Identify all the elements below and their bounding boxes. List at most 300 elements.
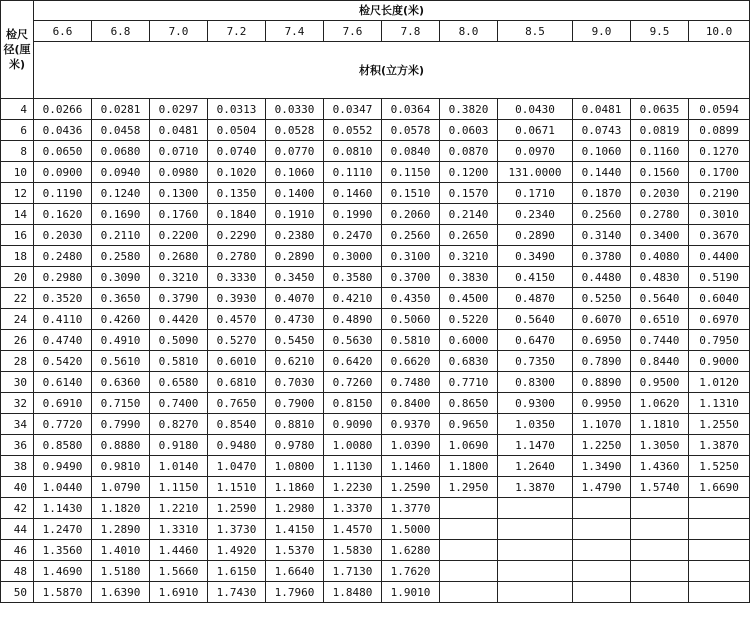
volume-cell: 0.1060	[266, 162, 324, 183]
volume-cell: 0.8400	[382, 393, 440, 414]
volume-cell: 0.6910	[34, 393, 92, 414]
volume-cell: 0.0504	[208, 120, 266, 141]
volume-cell: 0.2650	[440, 225, 498, 246]
volume-cell: 0.2190	[689, 183, 750, 204]
volume-cell: 0.0578	[382, 120, 440, 141]
volume-cell: 1.6280	[382, 540, 440, 561]
volume-cell: 0.4260	[92, 309, 150, 330]
table-row	[1, 372, 750, 393]
diameter-cell: 30	[1, 372, 34, 393]
diameter-cell: 14	[1, 204, 34, 225]
volume-cell: 0.5090	[150, 330, 208, 351]
volume-cell	[498, 561, 573, 582]
diameter-cell: 40	[1, 477, 34, 498]
volume-cell: 1.9010	[382, 582, 440, 603]
volume-cell: 0.0710	[150, 141, 208, 162]
volume-cell: 0.3210	[150, 267, 208, 288]
table-row	[1, 414, 750, 435]
volume-cell: 0.7260	[324, 372, 382, 393]
volume-cell: 0.4740	[34, 330, 92, 351]
volume-cell: 0.1700	[689, 162, 750, 183]
volume-cell: 0.3580	[324, 267, 382, 288]
table-row	[1, 204, 750, 225]
volume-cell: 0.1570	[440, 183, 498, 204]
volume-cell: 0.2680	[150, 246, 208, 267]
diameter-cell: 10	[1, 162, 34, 183]
volume-cell: 0.8540	[208, 414, 266, 435]
length-cell: 8.5	[498, 21, 573, 42]
volume-cell: 0.0603	[440, 120, 498, 141]
length-cell: 8.0	[440, 21, 498, 42]
length-cell: 6.8	[92, 21, 150, 42]
volume-cell: 0.5060	[382, 309, 440, 330]
volume-cell: 0.4150	[498, 267, 573, 288]
volume-cell: 1.6150	[208, 561, 266, 582]
volume-cell: 0.0899	[689, 120, 750, 141]
table-row	[1, 351, 750, 372]
table-row	[1, 330, 750, 351]
volume-cell: 0.6970	[689, 309, 750, 330]
length-cell: 10.0	[689, 21, 750, 42]
volume-cell: 0.8880	[92, 435, 150, 456]
volume-cell: 0.0980	[150, 162, 208, 183]
volume-cell: 0.1560	[631, 162, 689, 183]
volume-cell: 0.0635	[631, 99, 689, 120]
diameter-cell: 50	[1, 582, 34, 603]
volume-cell	[440, 540, 498, 561]
volume-cell: 0.6510	[631, 309, 689, 330]
volume-cell: 0.2560	[573, 204, 631, 225]
volume-cell: 0.0266	[34, 99, 92, 120]
volume-cell: 0.4070	[266, 288, 324, 309]
volume-cell: 0.1190	[34, 183, 92, 204]
volume-cell: 1.1310	[689, 393, 750, 414]
volume-cell: 1.4790	[573, 477, 631, 498]
volume-cell: 0.8810	[266, 414, 324, 435]
volume-cell: 0.8890	[573, 372, 631, 393]
volume-cell: 1.3490	[573, 456, 631, 477]
volume-cell: 1.0140	[150, 456, 208, 477]
volume-cell: 0.9000	[689, 351, 750, 372]
diameter-cell: 36	[1, 435, 34, 456]
volume-cell: 0.5270	[208, 330, 266, 351]
volume-cell: 0.7350	[498, 351, 573, 372]
volume-cell	[631, 498, 689, 519]
volume-cell: 0.3400	[631, 225, 689, 246]
volume-cell: 1.7430	[208, 582, 266, 603]
volume-cell: 1.5830	[324, 540, 382, 561]
volume-cell	[631, 540, 689, 561]
volume-cell: 0.1620	[34, 204, 92, 225]
table-row	[1, 498, 750, 519]
volume-cell: 0.9490	[34, 456, 92, 477]
length-cell: 7.2	[208, 21, 266, 42]
volume-cell: 0.4080	[631, 246, 689, 267]
volume-cell: 0.4730	[266, 309, 324, 330]
length-cell: 6.6	[34, 21, 92, 42]
volume-cell: 0.4870	[498, 288, 573, 309]
volume-cell: 1.8480	[324, 582, 382, 603]
diameter-cell: 4	[1, 99, 34, 120]
volume-cell: 0.0810	[324, 141, 382, 162]
volume-cell: 0.3650	[92, 288, 150, 309]
diameter-header: 检尺径(厘米)	[1, 1, 34, 99]
volume-cell: 0.8270	[150, 414, 208, 435]
volume-cell: 1.3560	[34, 540, 92, 561]
volume-cell: 0.1990	[324, 204, 382, 225]
volume-cell: 0.9810	[92, 456, 150, 477]
volume-cell: 0.6000	[440, 330, 498, 351]
volume-cell: 0.1510	[382, 183, 440, 204]
volume-cell: 1.1810	[631, 414, 689, 435]
volume-cell: 0.0297	[150, 99, 208, 120]
volume-cell: 0.1270	[689, 141, 750, 162]
volume-cell: 1.2640	[498, 456, 573, 477]
diameter-cell: 44	[1, 519, 34, 540]
volume-cell: 1.0620	[631, 393, 689, 414]
volume-cell: 0.0458	[92, 120, 150, 141]
volume-cell: 0.1760	[150, 204, 208, 225]
volume-cell: 0.4400	[689, 246, 750, 267]
table-row	[1, 582, 750, 603]
volume-cell: 0.1160	[631, 141, 689, 162]
length-cell: 7.4	[266, 21, 324, 42]
volume-cell: 0.0528	[266, 120, 324, 141]
volume-cell: 0.0650	[34, 141, 92, 162]
table-row	[1, 540, 750, 561]
volume-cell: 0.2480	[34, 246, 92, 267]
volume-cell: 0.3700	[382, 267, 440, 288]
volume-cell: 1.2210	[150, 498, 208, 519]
volume-cell: 1.0440	[34, 477, 92, 498]
volume-cell: 1.4920	[208, 540, 266, 561]
volume-cell: 0.6950	[573, 330, 631, 351]
volume-cell: 0.6360	[92, 372, 150, 393]
volume-cell: 0.6420	[324, 351, 382, 372]
volume-cell: 0.0819	[631, 120, 689, 141]
volume-cell: 1.6640	[266, 561, 324, 582]
diameter-cell: 6	[1, 120, 34, 141]
volume-cell: 0.3790	[150, 288, 208, 309]
volume-cell: 0.4350	[382, 288, 440, 309]
volume-cell: 1.2590	[208, 498, 266, 519]
volume-cell: 1.1430	[34, 498, 92, 519]
volume-cell: 0.8150	[324, 393, 382, 414]
volume-cell: 1.5000	[382, 519, 440, 540]
volume-cell: 1.2470	[34, 519, 92, 540]
volume-cell: 0.4420	[150, 309, 208, 330]
volume-cell	[498, 519, 573, 540]
volume-cell: 0.3100	[382, 246, 440, 267]
volume-cell: 0.6470	[498, 330, 573, 351]
volume-cell: 1.3870	[689, 435, 750, 456]
length-cell: 7.0	[150, 21, 208, 42]
volume-cell: 0.0481	[150, 120, 208, 141]
volume-cell: 0.4500	[440, 288, 498, 309]
table-row	[1, 99, 750, 120]
volume-cell: 1.2890	[92, 519, 150, 540]
volume-cell: 0.0870	[440, 141, 498, 162]
volume-cell: 0.4480	[573, 267, 631, 288]
volume-cell: 0.1400	[266, 183, 324, 204]
diameter-cell: 18	[1, 246, 34, 267]
volume-cell: 0.3140	[573, 225, 631, 246]
volume-cell: 0.0330	[266, 99, 324, 120]
volume-cell: 0.7950	[689, 330, 750, 351]
volume-cell: 0.3330	[208, 267, 266, 288]
volume-cell: 0.5810	[150, 351, 208, 372]
volume-cell: 0.4830	[631, 267, 689, 288]
volume-cell: 0.7400	[150, 393, 208, 414]
volume-cell: 0.5420	[34, 351, 92, 372]
volume-cell: 0.2780	[631, 204, 689, 225]
volume-cell: 0.9180	[150, 435, 208, 456]
volume-cell: 0.1710	[498, 183, 573, 204]
diameter-cell: 24	[1, 309, 34, 330]
volume-cell: 0.0900	[34, 162, 92, 183]
length-cell: 7.8	[382, 21, 440, 42]
volume-cell: 0.1020	[208, 162, 266, 183]
length-row	[1, 21, 750, 42]
table-row	[1, 393, 750, 414]
diameter-cell: 26	[1, 330, 34, 351]
volume-cell	[631, 519, 689, 540]
diameter-cell: 42	[1, 498, 34, 519]
volume-cell: 0.2140	[440, 204, 498, 225]
volume-cell: 1.2980	[266, 498, 324, 519]
volume-cell: 1.1510	[208, 477, 266, 498]
volume-cell	[631, 561, 689, 582]
volume-cell: 0.9300	[498, 393, 573, 414]
length-cell: 9.5	[631, 21, 689, 42]
volume-cell: 0.3520	[34, 288, 92, 309]
volume-cell: 0.2030	[34, 225, 92, 246]
volume-cell: 1.4690	[34, 561, 92, 582]
volume-cell: 1.6690	[689, 477, 750, 498]
volume-cell: 0.0970	[498, 141, 573, 162]
volume-cell: 0.1910	[266, 204, 324, 225]
volume-cell: 0.9480	[208, 435, 266, 456]
volume-cell: 0.7890	[573, 351, 631, 372]
diameter-cell: 34	[1, 414, 34, 435]
diameter-cell: 12	[1, 183, 34, 204]
volume-cell: 1.7960	[266, 582, 324, 603]
volume-cell: 1.5740	[631, 477, 689, 498]
volume-cell: 0.5220	[440, 309, 498, 330]
volume-cell: 0.7710	[440, 372, 498, 393]
volume-cell: 0.6580	[150, 372, 208, 393]
volume-cell: 0.6830	[440, 351, 498, 372]
volume-cell: 0.0770	[266, 141, 324, 162]
volume-cell: 0.0594	[689, 99, 750, 120]
volume-cell: 0.3670	[689, 225, 750, 246]
volume-cell	[689, 498, 750, 519]
volume-cell: 0.3820	[440, 99, 498, 120]
volume-cell	[440, 582, 498, 603]
volume-cell	[689, 540, 750, 561]
volume-cell: 0.5610	[92, 351, 150, 372]
volume-cell: 0.2380	[266, 225, 324, 246]
volume-cell: 0.3090	[92, 267, 150, 288]
volume-cell: 0.4910	[92, 330, 150, 351]
volume-cell: 0.7440	[631, 330, 689, 351]
volume-cell	[631, 582, 689, 603]
diameter-cell: 20	[1, 267, 34, 288]
volume-cell: 0.2340	[498, 204, 573, 225]
volume-cell: 0.3000	[324, 246, 382, 267]
length-cell: 9.0	[573, 21, 631, 42]
volume-cell: 1.3870	[498, 477, 573, 498]
volume-cell: 0.8650	[440, 393, 498, 414]
volume-cell: 0.2560	[382, 225, 440, 246]
volume-cell: 1.5370	[266, 540, 324, 561]
volume-cell: 1.3770	[382, 498, 440, 519]
volume-cell: 0.4210	[324, 288, 382, 309]
volume-cell: 1.1820	[92, 498, 150, 519]
volume-cell: 0.4110	[34, 309, 92, 330]
volume-cell: 0.7650	[208, 393, 266, 414]
volume-cell	[573, 540, 631, 561]
volume-cell: 0.1460	[324, 183, 382, 204]
diameter-cell: 46	[1, 540, 34, 561]
volume-cell: 1.1130	[324, 456, 382, 477]
volume-cell: 0.7720	[34, 414, 92, 435]
volume-cell: 0.2780	[208, 246, 266, 267]
volume-cell: 0.2580	[92, 246, 150, 267]
volume-cell: 0.1200	[440, 162, 498, 183]
volume-cell: 1.3730	[208, 519, 266, 540]
volume-cell	[440, 498, 498, 519]
table-row	[1, 141, 750, 162]
volume-cell: 1.0120	[689, 372, 750, 393]
volume-cell: 0.2200	[150, 225, 208, 246]
volume-cell: 1.7620	[382, 561, 440, 582]
volume-cell: 1.1460	[382, 456, 440, 477]
volume-cell: 1.2950	[440, 477, 498, 498]
volume-cell: 1.5250	[689, 456, 750, 477]
volume-cell: 0.0940	[92, 162, 150, 183]
table-row	[1, 456, 750, 477]
volume-cell: 0.8300	[498, 372, 573, 393]
volume-cell: 1.3050	[631, 435, 689, 456]
table-row	[1, 309, 750, 330]
volume-cell: 0.9090	[324, 414, 382, 435]
table-row	[1, 435, 750, 456]
volume-cell: 0.0481	[573, 99, 631, 120]
volume-cell: 0.1060	[573, 141, 631, 162]
volume-cell: 0.6810	[208, 372, 266, 393]
volume-cell: 0.3780	[573, 246, 631, 267]
volume-cell: 1.0350	[498, 414, 573, 435]
volume-cell: 0.0740	[208, 141, 266, 162]
volume-cell: 0.5450	[266, 330, 324, 351]
volume-cell	[440, 519, 498, 540]
diameter-cell: 28	[1, 351, 34, 372]
volume-cell	[573, 498, 631, 519]
volume-cell: 0.7150	[92, 393, 150, 414]
volume-cell	[498, 540, 573, 561]
volume-cell: 1.0790	[92, 477, 150, 498]
volume-cell: 1.4150	[266, 519, 324, 540]
volume-cell: 0.3210	[440, 246, 498, 267]
volume-cell: 0.2980	[34, 267, 92, 288]
table-row	[1, 519, 750, 540]
table-row	[1, 162, 750, 183]
volume-cell: 0.1690	[92, 204, 150, 225]
diameter-cell: 22	[1, 288, 34, 309]
volume-cell	[573, 582, 631, 603]
volume-cell: 0.2470	[324, 225, 382, 246]
volume-cell: 1.4010	[92, 540, 150, 561]
table-row	[1, 246, 750, 267]
volume-cell	[689, 582, 750, 603]
volume-cell: 0.6070	[573, 309, 631, 330]
volume-cell: 0.6010	[208, 351, 266, 372]
volume-cell: 1.2250	[573, 435, 631, 456]
volume-cell	[498, 582, 573, 603]
volume-cell	[498, 498, 573, 519]
volume-cell: 0.5190	[689, 267, 750, 288]
volume-cell: 0.1440	[573, 162, 631, 183]
volume-cell: 0.3930	[208, 288, 266, 309]
volume-cell	[573, 519, 631, 540]
volume-cell: 0.0552	[324, 120, 382, 141]
volume-cell: 131.0000	[498, 162, 573, 183]
volume-cell: 0.4570	[208, 309, 266, 330]
volume-cell: 0.0364	[382, 99, 440, 120]
volume-cell: 0.9370	[382, 414, 440, 435]
volume-cell: 0.0313	[208, 99, 266, 120]
volume-cell: 1.3310	[150, 519, 208, 540]
volume-cell: 0.8440	[631, 351, 689, 372]
length-header: 检尺长度(米)	[34, 1, 750, 21]
volume-cell: 1.5870	[34, 582, 92, 603]
volume-cell	[440, 561, 498, 582]
volume-cell: 1.5180	[92, 561, 150, 582]
volume-cell: 1.1150	[150, 477, 208, 498]
volume-cell: 1.0390	[382, 435, 440, 456]
volume-cell: 0.0743	[573, 120, 631, 141]
volume-cell: 0.0840	[382, 141, 440, 162]
volume-cell: 0.2030	[631, 183, 689, 204]
length-cell: 7.6	[324, 21, 382, 42]
volume-cell: 1.6390	[92, 582, 150, 603]
volume-cell: 0.1240	[92, 183, 150, 204]
volume-cell: 1.4460	[150, 540, 208, 561]
volume-cell: 1.7130	[324, 561, 382, 582]
volume-cell: 0.1870	[573, 183, 631, 204]
volume-cell: 0.2890	[266, 246, 324, 267]
volume-cell	[689, 561, 750, 582]
volume-cell: 0.3450	[266, 267, 324, 288]
volume-cell: 1.1070	[573, 414, 631, 435]
volume-cell: 0.1840	[208, 204, 266, 225]
volume-cell: 0.3490	[498, 246, 573, 267]
volume-cell: 0.2890	[498, 225, 573, 246]
volume-cell: 1.2590	[382, 477, 440, 498]
volume-cell: 1.4360	[631, 456, 689, 477]
table-row	[1, 267, 750, 288]
volume-cell: 0.9780	[266, 435, 324, 456]
volume-cell: 0.2290	[208, 225, 266, 246]
diameter-cell: 32	[1, 393, 34, 414]
volume-cell: 0.6620	[382, 351, 440, 372]
volume-cell: 0.0281	[92, 99, 150, 120]
volume-cell: 1.1470	[498, 435, 573, 456]
table-row	[1, 120, 750, 141]
volume-cell: 0.5630	[324, 330, 382, 351]
volume-header: 材积(立方米)	[34, 42, 750, 99]
